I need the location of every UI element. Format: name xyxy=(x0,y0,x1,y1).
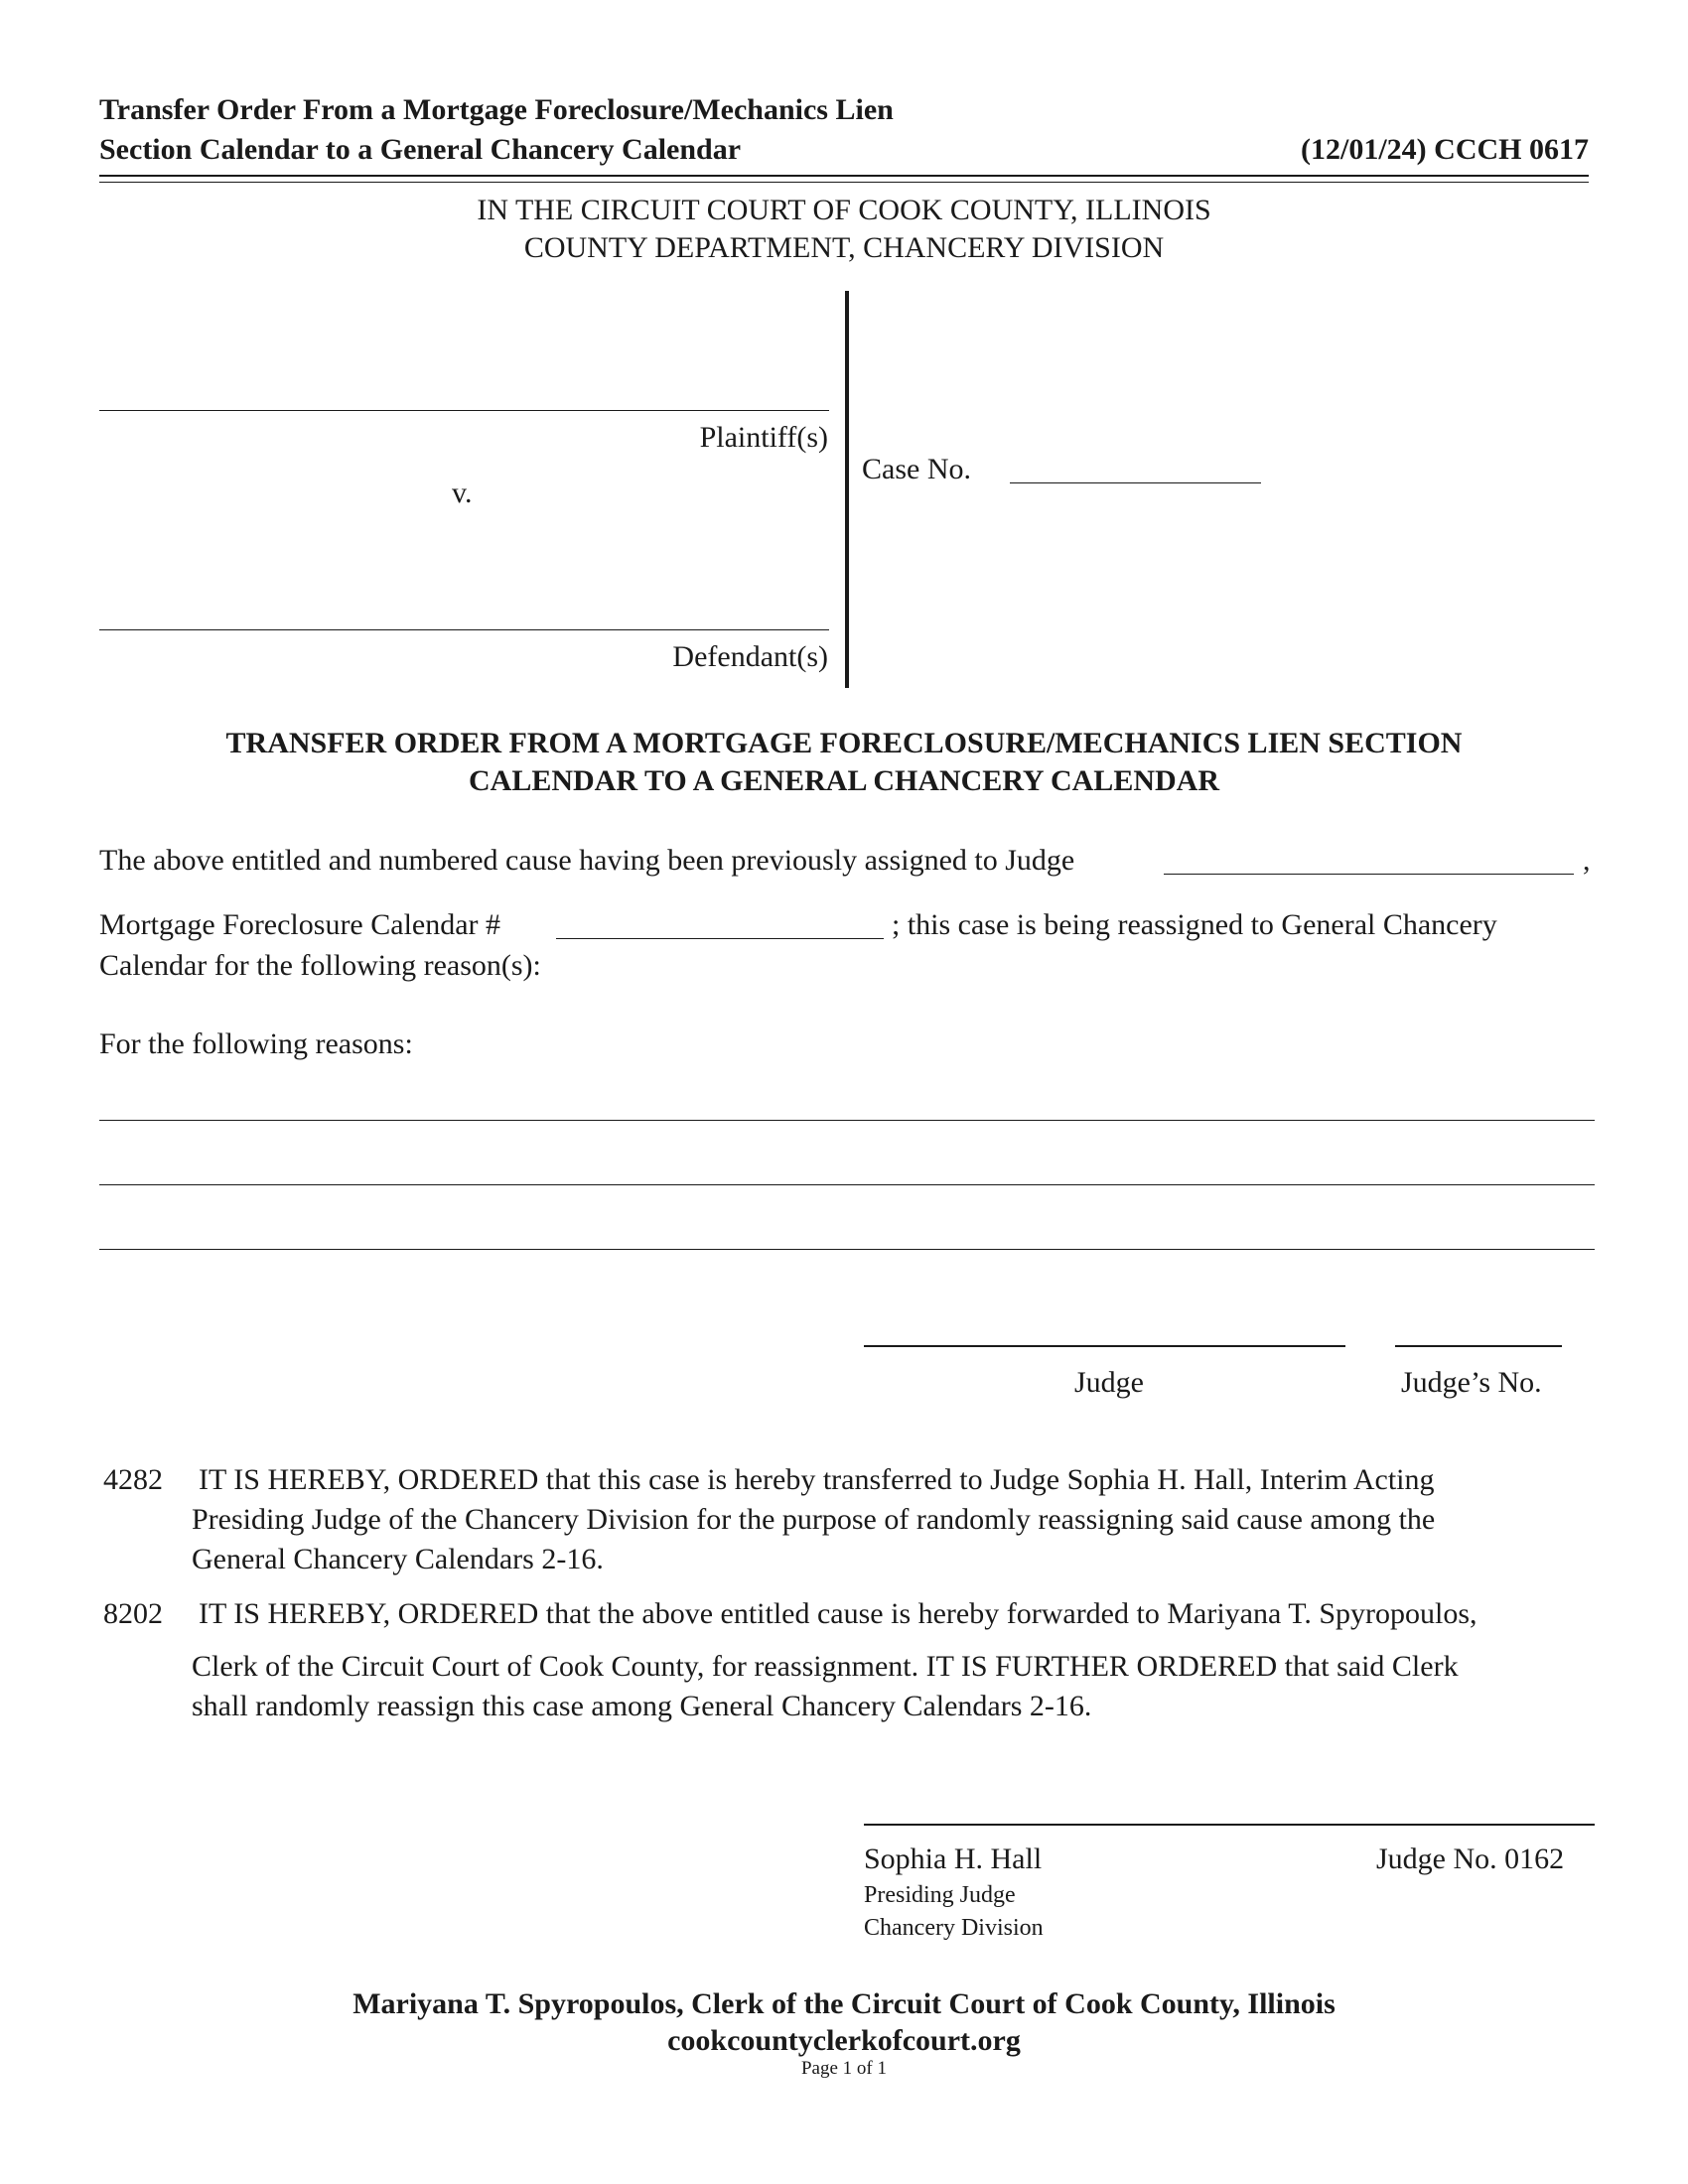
calendar-number-line[interactable] xyxy=(556,938,884,939)
footer xyxy=(0,1987,1688,2080)
defendant-line[interactable] xyxy=(99,629,829,630)
judge-signature-line[interactable] xyxy=(864,1345,1345,1347)
plaintiff-label: Plaintiff(s) xyxy=(699,421,828,454)
reason-line-2[interactable] xyxy=(99,1184,1595,1185)
form-title-line1: Transfer Order From a Mortgage Foreclosure/Mechanics Lien xyxy=(99,93,894,126)
court-line2: COUNTY DEPARTMENT, CHANCERY DIVISION xyxy=(523,231,1165,264)
reason-line-1[interactable] xyxy=(99,1120,1595,1121)
reassigned-text-2: Calendar for the following reason(s): xyxy=(99,949,541,982)
reasons-label: For the following reasons: xyxy=(99,1027,413,1060)
defendant-label: Defendant(s) xyxy=(672,640,828,673)
order-2-line-3: shall randomly reassign this case among General Chancery Calendars 2-16. xyxy=(192,1690,1092,1722)
plaintiff-line[interactable] xyxy=(99,410,829,411)
judge-number-line[interactable] xyxy=(1395,1345,1562,1347)
assigned-judge-line[interactable] xyxy=(1164,874,1574,875)
order-2-line-2: Clerk of the Circuit Court of Cook County, for reassignment. IT IS FURTHER ORDERED that said Clerk xyxy=(192,1650,1459,1683)
judge-number-label: Judge’s No. xyxy=(1401,1366,1542,1399)
order-code-1: 4282 xyxy=(103,1463,163,1496)
header-rule-top xyxy=(99,175,1589,177)
caption-divider xyxy=(845,291,849,688)
court-heading xyxy=(0,194,1688,265)
reassigned-text: ; this case is being reassigned to General Chancery xyxy=(892,908,1497,941)
chancery-division-title: Chancery Division xyxy=(864,1915,1044,1941)
order-title-line1: TRANSFER ORDER FROM A MORTGAGE FORECLOSURE/MECHANICS LIEN SECTION xyxy=(225,727,1463,759)
assigned-comma: , xyxy=(1583,844,1591,877)
judge-label: Judge xyxy=(1074,1366,1144,1399)
assigned-text: The above entitled and numbered cause having been previously assigned to Judge xyxy=(99,844,1075,877)
form-title-line2: Section Calendar to a General Chancery Calendar xyxy=(99,133,742,166)
case-no-label: Case No. xyxy=(862,453,971,485)
form-code: (12/01/24) CCCH 0617 xyxy=(1301,133,1589,166)
header-rule-bottom xyxy=(99,182,1589,183)
order-2-line-1: IT IS HEREBY, ORDERED that the above entitled cause is hereby forwarded to Mariyana T. Spyropoulos, xyxy=(199,1597,1477,1630)
order-title xyxy=(0,727,1688,798)
versus-label: v. xyxy=(452,477,473,509)
order-1-line-3: General Chancery Calendars 2-16. xyxy=(192,1543,604,1575)
calendar-label: Mortgage Foreclosure Calendar # xyxy=(99,908,501,941)
order-1-line-2: Presiding Judge of the Chancery Division for the purpose of randomly reassigning said cause among the xyxy=(192,1503,1436,1536)
presiding-judge-title: Presiding Judge xyxy=(864,1882,1016,1908)
reason-line-3[interactable] xyxy=(99,1249,1595,1250)
presiding-judge-signature-line[interactable] xyxy=(864,1824,1595,1826)
page-number: Page 1 of 1 xyxy=(800,2058,887,2079)
footer-clerk: Mariyana T. Spyropoulos, Clerk of the Circuit Court of Cook County, Illinois xyxy=(352,1987,1336,2020)
order-1-line-1: IT IS HEREBY, ORDERED that this case is hereby transferred to Judge Sophia H. Hall, Interim Acting xyxy=(199,1463,1435,1496)
court-line1: IN THE CIRCUIT COURT OF COOK COUNTY, ILLINOIS xyxy=(477,194,1211,226)
order-title-line2: CALENDAR TO A GENERAL CHANCERY CALENDAR xyxy=(468,764,1219,797)
order-code-2: 8202 xyxy=(103,1597,163,1630)
presiding-judge-name: Sophia H. Hall xyxy=(864,1843,1043,1875)
footer-website: cookcountyclerkofcourt.org xyxy=(667,2024,1021,2057)
presiding-judge-number: Judge No. 0162 xyxy=(1376,1843,1565,1875)
case-no-line[interactable] xyxy=(1010,482,1261,483)
